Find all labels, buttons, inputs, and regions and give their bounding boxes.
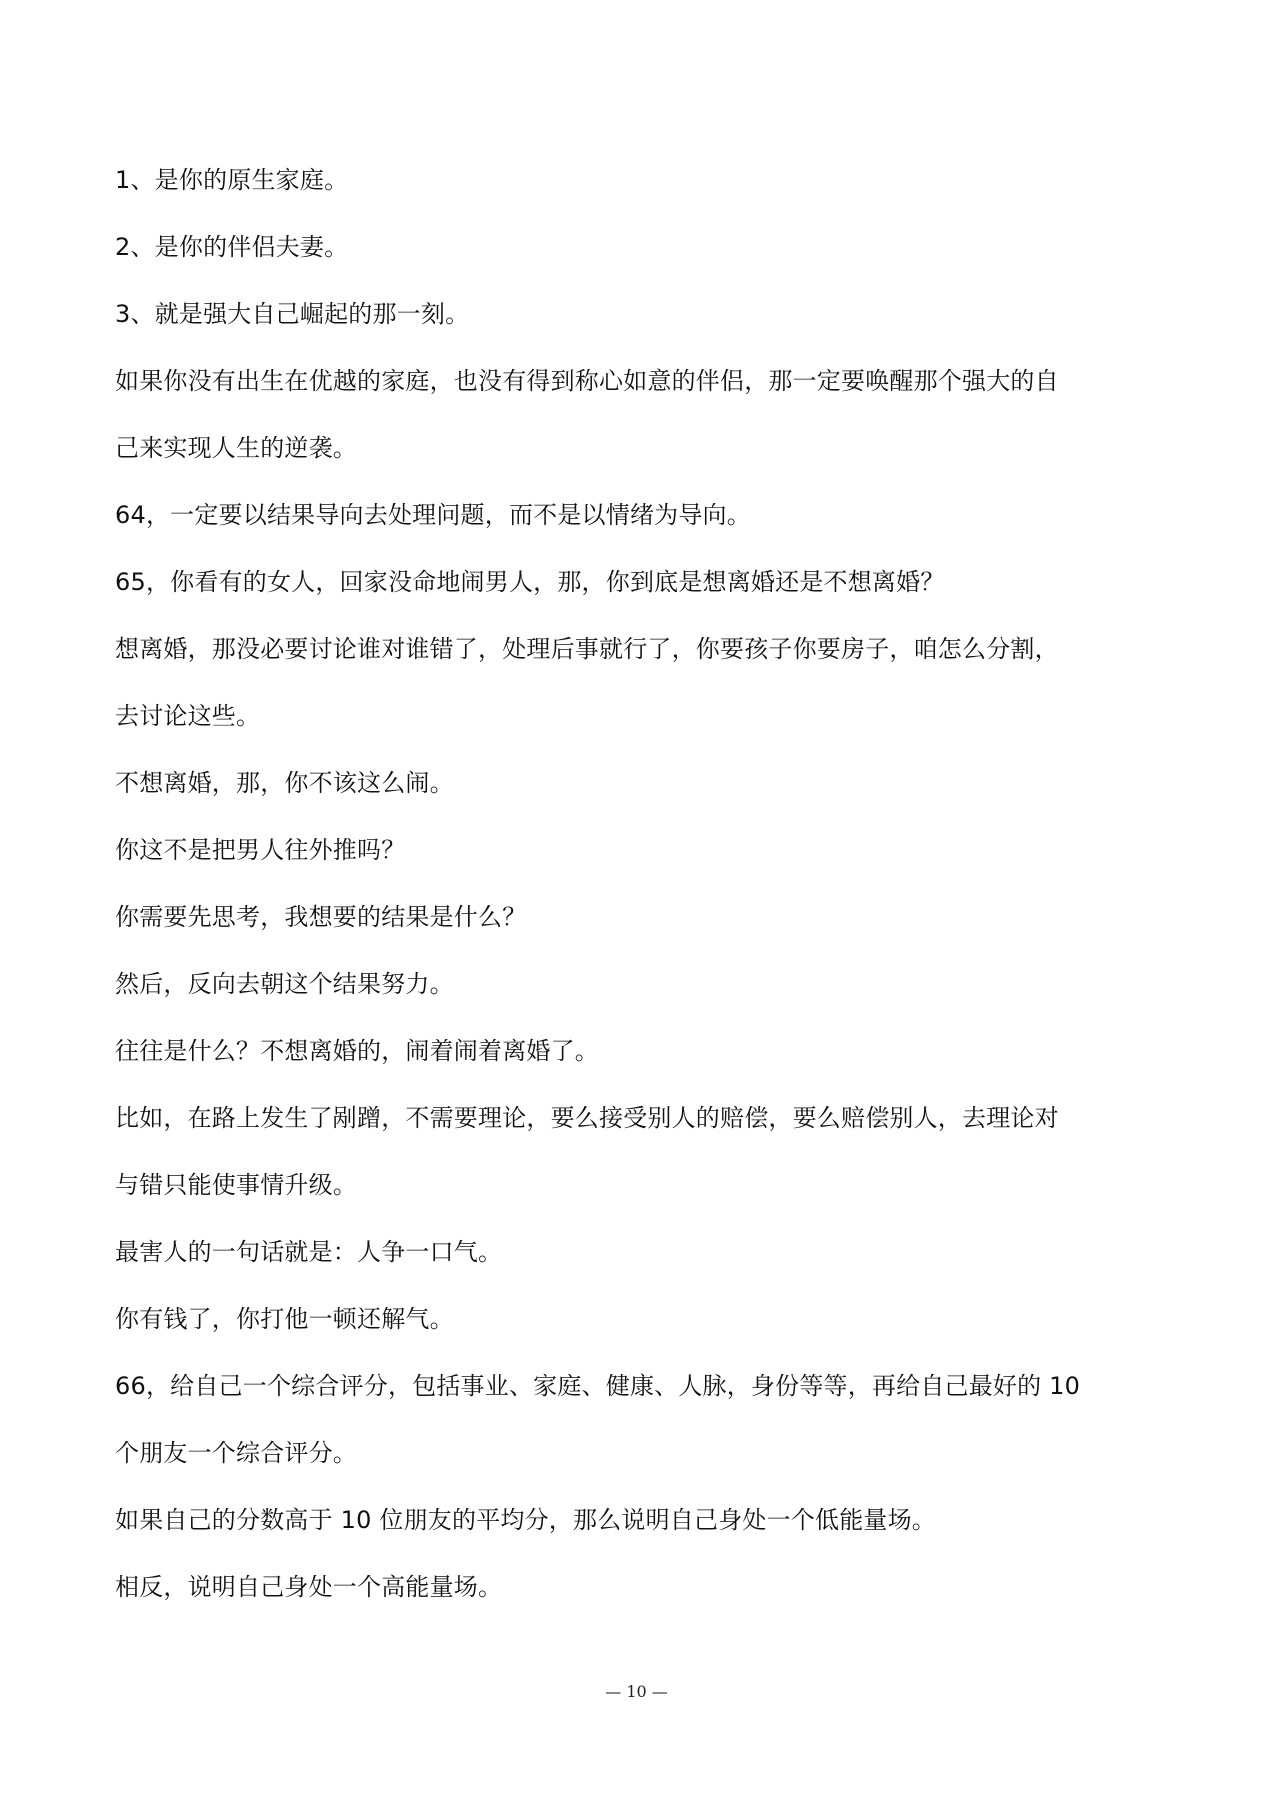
text-line: 比如，在路上发生了剐蹭，不需要理论，要么接受别人的赔偿，要么赔偿别人，去理论对 <box>115 1104 1059 1132</box>
text-line: 不想离婚，那，你不该这么闹。 <box>115 769 454 797</box>
text-line: 2、是你的伴侣夫妻。 <box>115 233 349 261</box>
text-line: 往往是什么？不想离婚的，闹着闹着离婚了。 <box>115 1037 599 1065</box>
text-line: 最害人的一句话就是：人争一口气。 <box>115 1238 503 1266</box>
text-line: 相反，说明自己身处一个高能量场。 <box>115 1573 503 1601</box>
text-line: 然后，反向去朝这个结果努力。 <box>115 970 454 998</box>
text-line: 65，你看有的女人，回家没命地闹男人，那，你到底是想离婚还是不想离婚？ <box>115 568 945 596</box>
text-line: 66，给自己一个综合评分，包括事业、家庭、健康、人脉，身份等等，再给自己最好的 10 <box>115 1372 1081 1400</box>
page-body <box>115 165 1175 1639</box>
text-line: 你需要先思考，我想要的结果是什么？ <box>115 903 527 931</box>
text-line: 如果你没有出生在优越的家庭，也没有得到称心如意的伴侣，那一定要唤醒那个强大的自 <box>115 367 1059 395</box>
text-line: 你这不是把男人往外推吗？ <box>115 836 406 864</box>
text-line: 3、就是强大自己崛起的那一刻。 <box>115 300 470 328</box>
page-number: — 10 — <box>605 1682 668 1701</box>
text-line: 你有钱了，你打他一顿还解气。 <box>115 1305 454 1333</box>
text-line: 与错只能使事情升级。 <box>115 1171 357 1199</box>
text-line: 去讨论这些。 <box>115 702 261 730</box>
text-line: 想离婚，那没必要讨论谁对谁错了，处理后事就行了，你要孩子你要房子，咱怎么分割， <box>115 635 1059 663</box>
text-line: 64，一定要以结果导向去处理问题，而不是以情绪为导向。 <box>115 501 751 529</box>
text-line: 如果自己的分数高于 10 位朋友的平均分，那么说明自己身处一个低能量场。 <box>115 1506 936 1534</box>
text-line: 1、是你的原生家庭。 <box>115 166 349 194</box>
text-line: 个朋友一个综合评分。 <box>115 1439 357 1467</box>
text-line: 己来实现人生的逆袭。 <box>115 434 357 462</box>
